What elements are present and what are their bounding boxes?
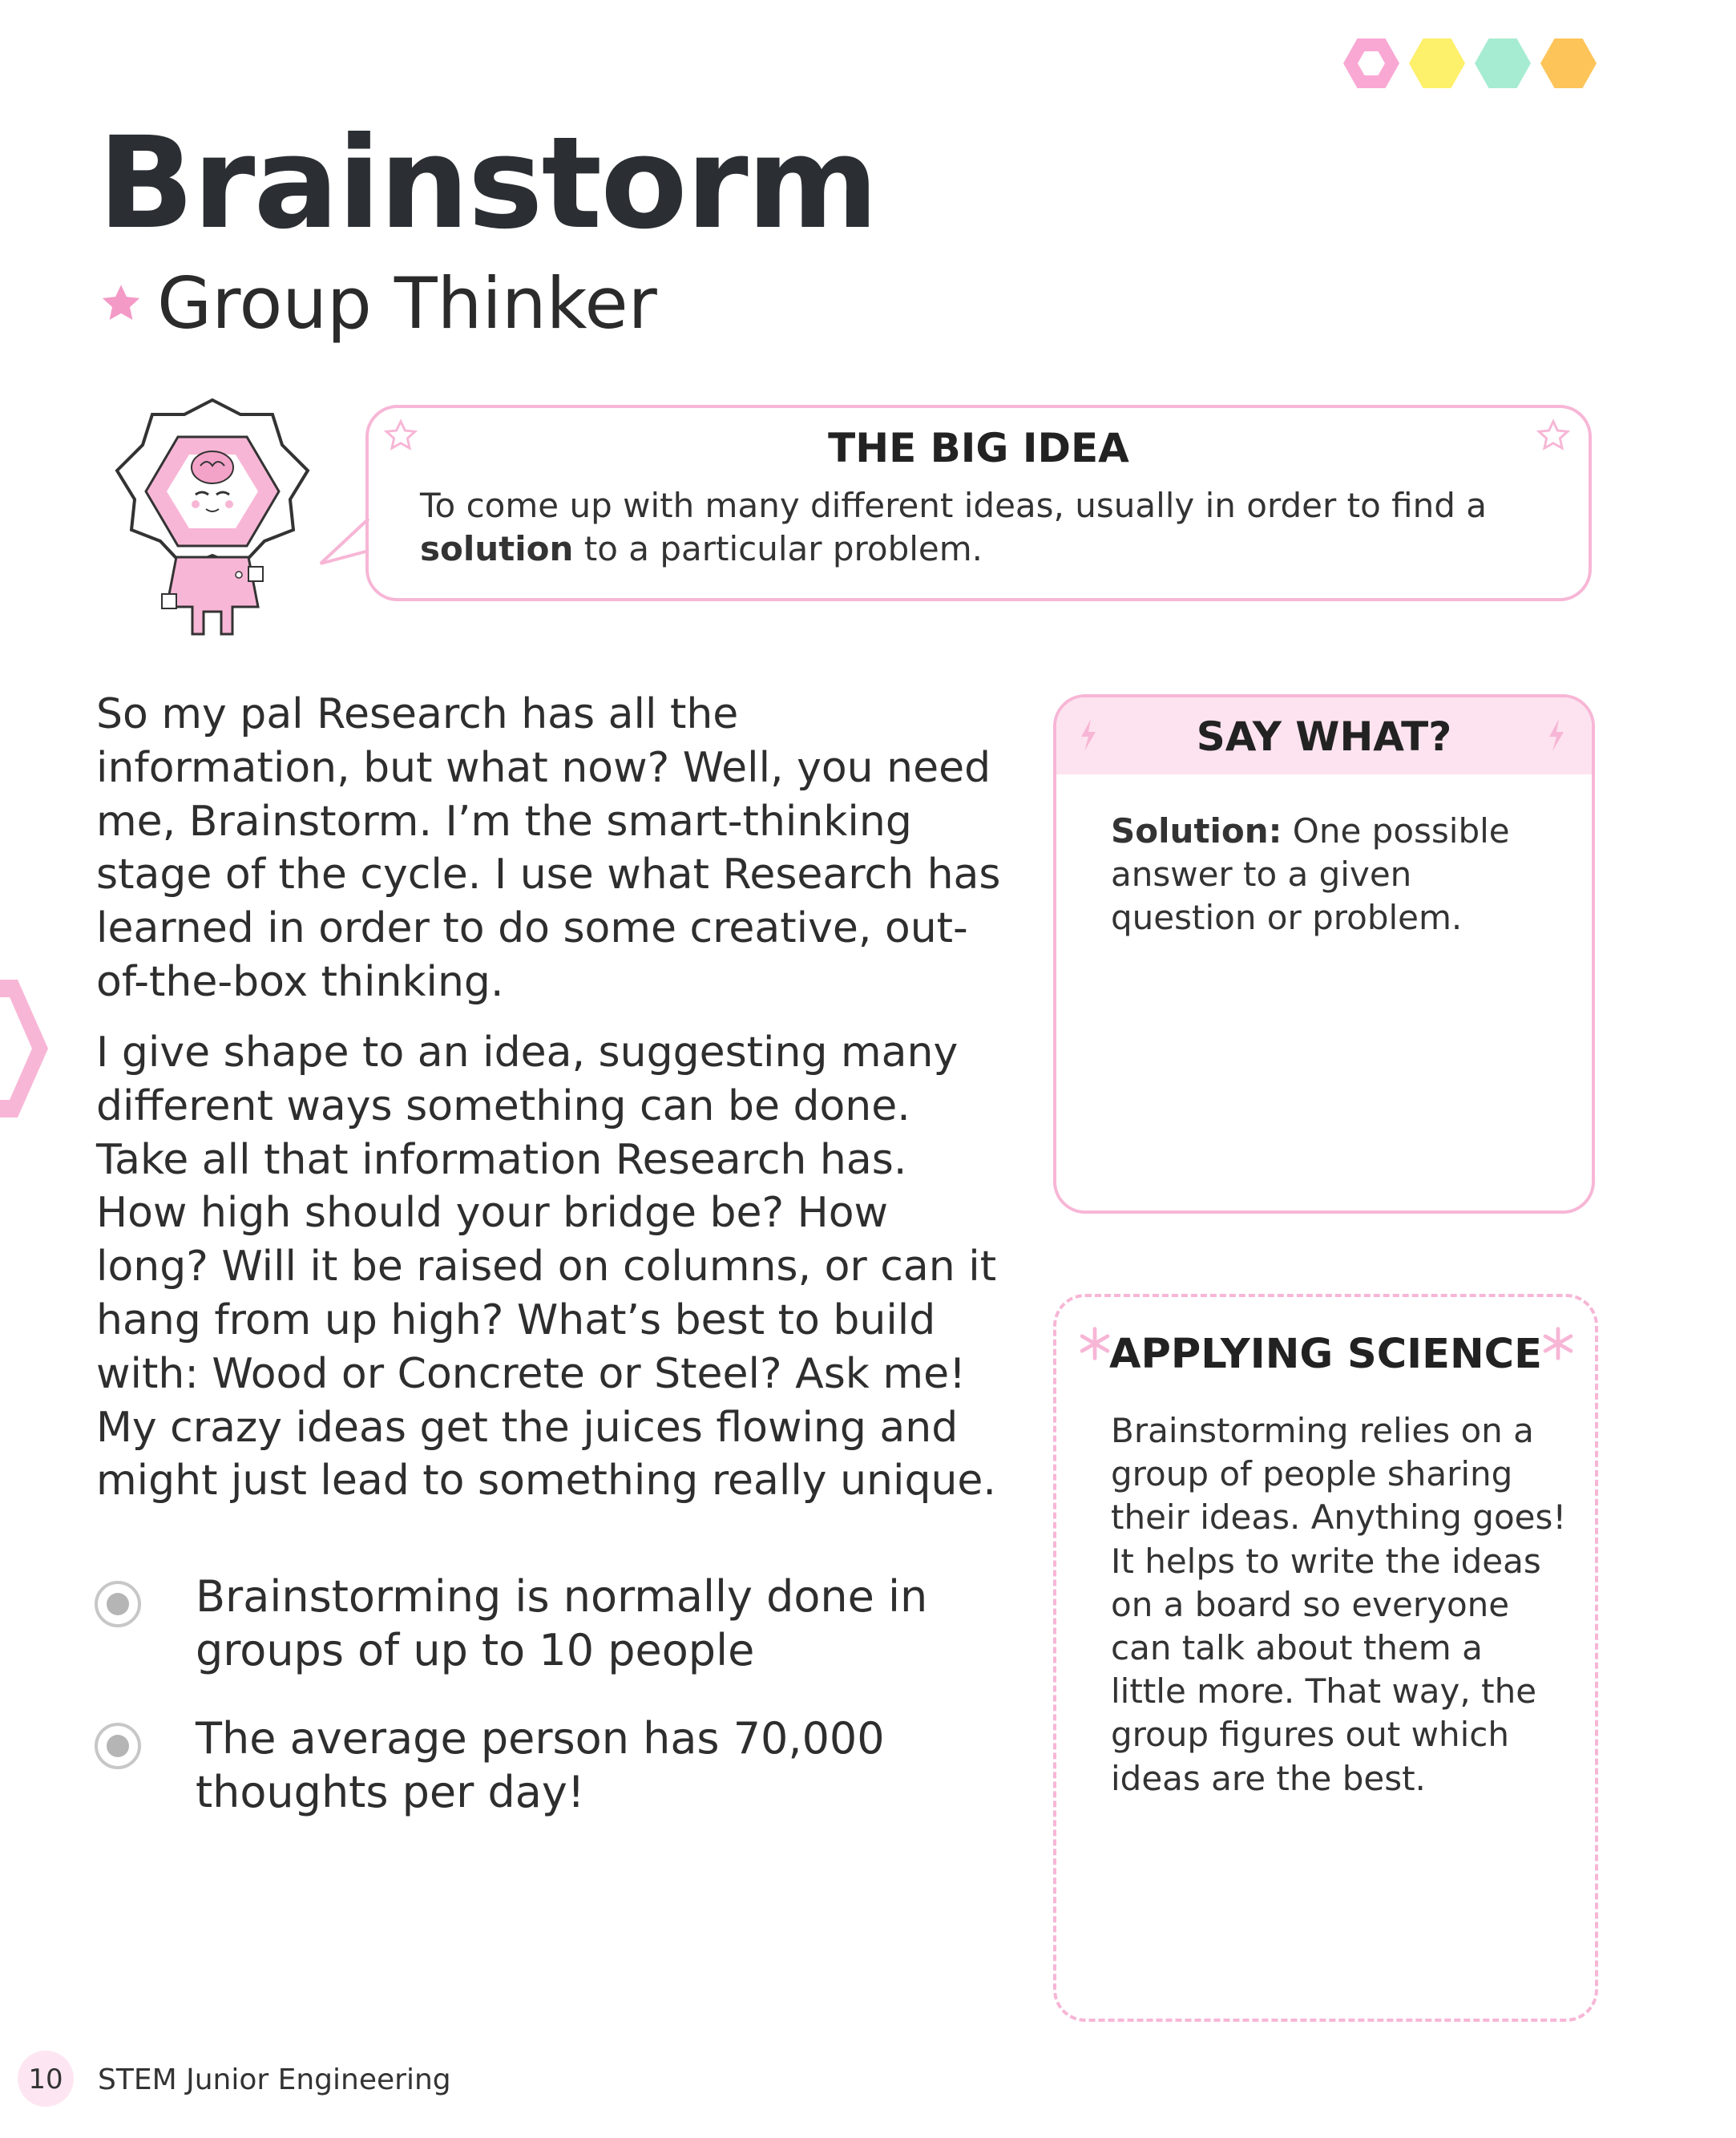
yellow-hexagon-icon bbox=[1409, 38, 1465, 88]
fact-text: The average person has 70,000 thoughts per day! bbox=[196, 1713, 885, 1817]
orange-hexagon-icon bbox=[1540, 38, 1597, 88]
body-paragraph: I give shape to an idea, suggesting many different ways something can be done. Take all that information Research has. How high should your bridge be? How long? Will it be raised on columns, or can it hang from up high? What’s best to build with: Wood or Concrete or Steel? Ask me! My crazy ideas get the juices flowing and might just lead to something really unique. bbox=[96, 1029, 997, 1505]
definition-term: Solution: bbox=[1111, 811, 1282, 851]
page-edge-arrow-icon bbox=[0, 980, 51, 1117]
page-title: Brainstorm bbox=[98, 110, 878, 257]
section-color-hexagons bbox=[1343, 38, 1600, 95]
intro-paragraph: So my pal Research has all the information, but what now? Well, you need me, Brainstorm. I’m the smart-thinking stage of the cycle. I use what Research has learned in order to do some creative, out-of-the-box thinking. bbox=[96, 690, 1001, 1006]
book-title-footer: STEM Junior Engineering bbox=[98, 2063, 451, 2096]
say-what-definition: Solution: One possible answer to a given question or problem. bbox=[1111, 811, 1510, 937]
page-subtitle: Group Thinker bbox=[157, 262, 657, 345]
fact-text: Brainstorming is normally done in groups of up to 10 people bbox=[196, 1571, 928, 1675]
big-idea-text: To come up with many different ideas, usually in order to find a solution to a particular problem. bbox=[420, 486, 1487, 568]
bullet-circle-icon bbox=[95, 1723, 141, 1769]
page-number: 10 bbox=[28, 2063, 63, 2096]
pink-hexagon-outline-icon bbox=[1343, 38, 1399, 88]
big-idea-heading: THE BIG IDEA bbox=[828, 425, 1129, 471]
say-what-box bbox=[1053, 694, 1595, 1214]
brainstorm-mascot-illustration bbox=[112, 397, 313, 637]
bullet-circle-icon bbox=[95, 1581, 141, 1627]
pink-star-icon bbox=[99, 282, 143, 325]
mint-hexagon-icon bbox=[1475, 38, 1531, 88]
applying-science-text: Brainstorming relies on a group of people sharing their ideas. Anything goes! It helps to write the ideas on a board so everyone can talk about them a little more. That way, the group figures out which ideas are the best. bbox=[1111, 1411, 1567, 1798]
applying-science-heading: APPLYING SCIENCE bbox=[1109, 1331, 1542, 1378]
say-what-heading: SAY WHAT? bbox=[1196, 713, 1452, 760]
bold-term: solution bbox=[420, 529, 574, 568]
